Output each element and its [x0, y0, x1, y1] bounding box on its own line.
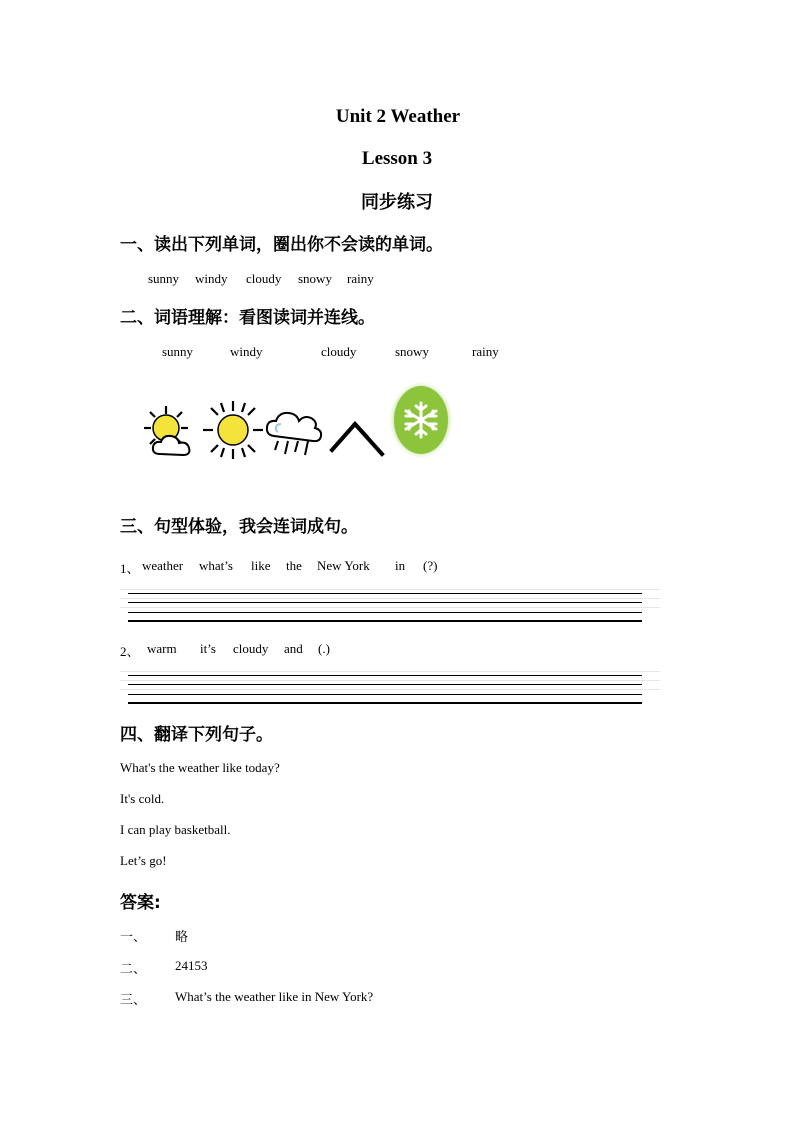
- unit-title: Unit 2 Weather: [335, 106, 461, 127]
- lesson-title: Lesson 3: [361, 148, 433, 169]
- word-snowy: snowy: [298, 271, 332, 286]
- section2-heading: 二、词语理解：看图读词并连线。: [120, 308, 375, 328]
- q2-word: it’s: [200, 641, 216, 656]
- rain-cloud-icon: [264, 406, 324, 462]
- match-word-cloudy: cloudy: [321, 344, 357, 359]
- translate-sentence: It's cold.: [120, 791, 165, 806]
- match-word-rainy: rainy: [472, 344, 499, 359]
- q1-word: New York: [317, 558, 370, 573]
- translate-sentence: Let’s go!: [120, 853, 167, 868]
- match-word-snowy: snowy: [395, 344, 429, 359]
- q1-number: 1、: [120, 561, 140, 576]
- translate-sentence: What's the weather like today?: [120, 760, 280, 775]
- answer-label: 一、: [120, 930, 147, 945]
- answer-label: 三、: [120, 993, 147, 1008]
- word-rainy: rainy: [347, 271, 374, 286]
- sun-icon: [202, 400, 264, 460]
- word-sunny: sunny: [148, 271, 180, 286]
- q1-word: like: [251, 558, 271, 573]
- sun-behind-cloud-icon: [140, 404, 202, 460]
- q2-word: (.): [318, 641, 330, 656]
- q2-word: cloudy: [233, 641, 269, 656]
- q1-word: weather: [142, 558, 184, 573]
- section1-heading: 一、读出下列单词，圈出你不会读的单词。: [120, 235, 443, 255]
- section4-heading: 四、翻译下列句子。: [120, 725, 273, 745]
- answers-heading: 答案:: [120, 893, 161, 913]
- question-1: [0, 558, 794, 576]
- translate-sentence: I can play basketball.: [120, 822, 231, 837]
- answer-label: 二、: [120, 962, 147, 977]
- section2-word-list: [0, 344, 794, 362]
- q2-word: and: [284, 641, 303, 656]
- answer-value: 略: [175, 930, 189, 945]
- q2-number: 2、: [120, 644, 140, 659]
- question-2: [0, 641, 794, 659]
- q1-word: in: [395, 558, 406, 573]
- q2-word: warm: [147, 641, 177, 656]
- word-windy: windy: [195, 271, 228, 286]
- match-word-windy: windy: [230, 344, 263, 359]
- answer-lines-q1[interactable]: [120, 588, 660, 624]
- worksheet-subtitle: 同步练习: [361, 192, 433, 213]
- q1-word: the: [286, 558, 302, 573]
- word-cloudy: cloudy: [246, 271, 282, 286]
- weather-pictures: [140, 378, 460, 464]
- answer-value: 24153: [175, 958, 208, 973]
- answer-lines-q2[interactable]: [120, 670, 660, 706]
- q1-word: (?): [423, 558, 438, 573]
- snowflake-icon: [386, 378, 456, 462]
- wind-lines-icon: [328, 410, 388, 458]
- q1-word: what’s: [199, 558, 233, 573]
- answer-row: [0, 958, 794, 976]
- answer-row: [0, 926, 794, 944]
- match-word-sunny: sunny: [162, 344, 194, 359]
- answer-row: [0, 989, 794, 1007]
- section1-word-list: [0, 271, 794, 289]
- section3-heading: 三、句型体验，我会连词成句。: [120, 517, 358, 537]
- answer-value: What’s the weather like in New York?: [175, 989, 374, 1004]
